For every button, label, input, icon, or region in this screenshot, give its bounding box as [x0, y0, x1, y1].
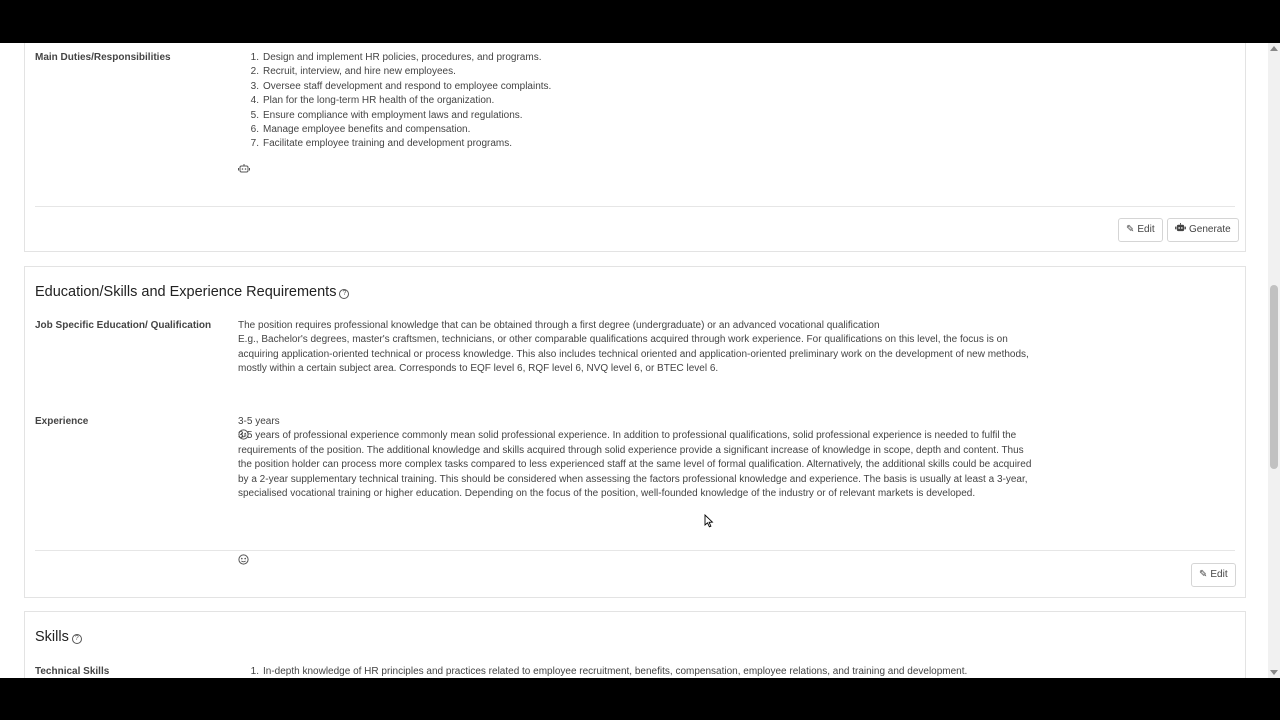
page-viewport — [0, 43, 1280, 678]
robot-icon[interactable] — [238, 163, 249, 174]
edit-label: Edit — [1137, 224, 1155, 235]
section-title — [35, 629, 82, 645]
technical-skills-list — [238, 665, 1218, 678]
education-divider — [35, 550, 1235, 551]
edit-label: Edit — [1210, 569, 1228, 580]
education-edit-button[interactable] — [1191, 563, 1236, 587]
scroll-thumb[interactable] — [1270, 285, 1278, 469]
skill-item: In-depth knowledge of HR principles and practices related to employee recruitment, benefits, compensation, employee relations, and training and development. — [263, 666, 968, 677]
duties-list — [238, 51, 1038, 152]
duty-item: Design and implement HR policies, procedures, and programs. — [263, 52, 542, 63]
qualification-summary: The position requires professional knowledge that can be obtained through a first degree (undergraduate) or an advanced vocational qualification — [238, 320, 880, 331]
duty-item: Manage employee benefits and compensation. — [263, 124, 471, 136]
duty-item: Facilitate employee training and development programs. — [263, 138, 513, 150]
qualification-value — [238, 319, 1038, 377]
experience-label: Experience — [35, 416, 89, 427]
duties-label: Main Duties/Responsibilities — [35, 52, 171, 63]
duty-item: Oversee staff development and respond to employee complaints. — [263, 80, 552, 92]
vertical-scrollbar[interactable] — [1268, 43, 1280, 678]
duty-item: Plan for the long-term HR health of the organization. — [263, 95, 495, 107]
robot-icon — [1175, 219, 1186, 241]
ai-generated-icon — [238, 554, 249, 565]
pencil-icon: ✎ — [1126, 224, 1135, 235]
section-title — [35, 284, 349, 300]
duties-edit-button[interactable] — [1118, 218, 1163, 242]
scroll-up-icon[interactable] — [1270, 46, 1278, 51]
skills-card — [24, 611, 1246, 678]
qualification-description: E.g., Bachelor's degrees, master's craftsmen, technicians, or other comparable qualifications acquired through work experience. For qualifications on this level, the focus is on acquiring application-oriented technical or process knowledge. This also includes technical oriented and application-oriented preliminary work on the development of new methods, mostly within a certain subject area. Corresponds to EQF level 6, RQF level 6, NVQ level 6, or BTEC level 6. — [238, 334, 1029, 375]
education-title: Education/Skills and Experience Requirements — [35, 284, 337, 300]
help-icon[interactable]: ? — [72, 634, 82, 644]
duties-card — [24, 43, 1246, 252]
experience-value — [238, 415, 1038, 501]
scroll-down-icon[interactable] — [1270, 670, 1278, 675]
generate-button[interactable] — [1167, 218, 1239, 242]
qualification-label: Job Specific Education/ Qualification — [35, 320, 212, 331]
skills-title: Skills — [35, 629, 69, 645]
education-card — [24, 266, 1246, 598]
experience-years: 3-5 years — [238, 416, 280, 427]
help-icon[interactable]: ? — [339, 289, 349, 299]
experience-description: 3-5 years of professional experience commonly mean solid professional experience. In addition to professional qualifications, solid professional experience is needed to fulfil the requirements of the position. The additional knowledge and skills acquired through solid experience provide a significant increase of knowledge in scope, depth and content. Thus the position holder can process more complex tasks compared to less experienced staff at the same level of formal qualification. Alternatively, the additional skills could be acquired by a 2-year supplementary technical training. This should be considered when assessing the factors professional knowledge and experience. The basis is usually at least a 3-year, specialised vocational training or higher education. Depending on the focus of the position, well-founded knowledge of the industry or of relevant markets is developed. — [238, 430, 1032, 500]
duty-item: Ensure compliance with employment laws and regulations. — [263, 109, 523, 121]
generate-label: Generate — [1189, 224, 1231, 235]
duty-item: Recruit, interview, and hire new employees. — [263, 66, 456, 78]
technical-skills-label: Technical Skills — [35, 666, 110, 677]
pencil-icon: ✎ — [1199, 569, 1208, 580]
duties-divider — [35, 206, 1235, 207]
